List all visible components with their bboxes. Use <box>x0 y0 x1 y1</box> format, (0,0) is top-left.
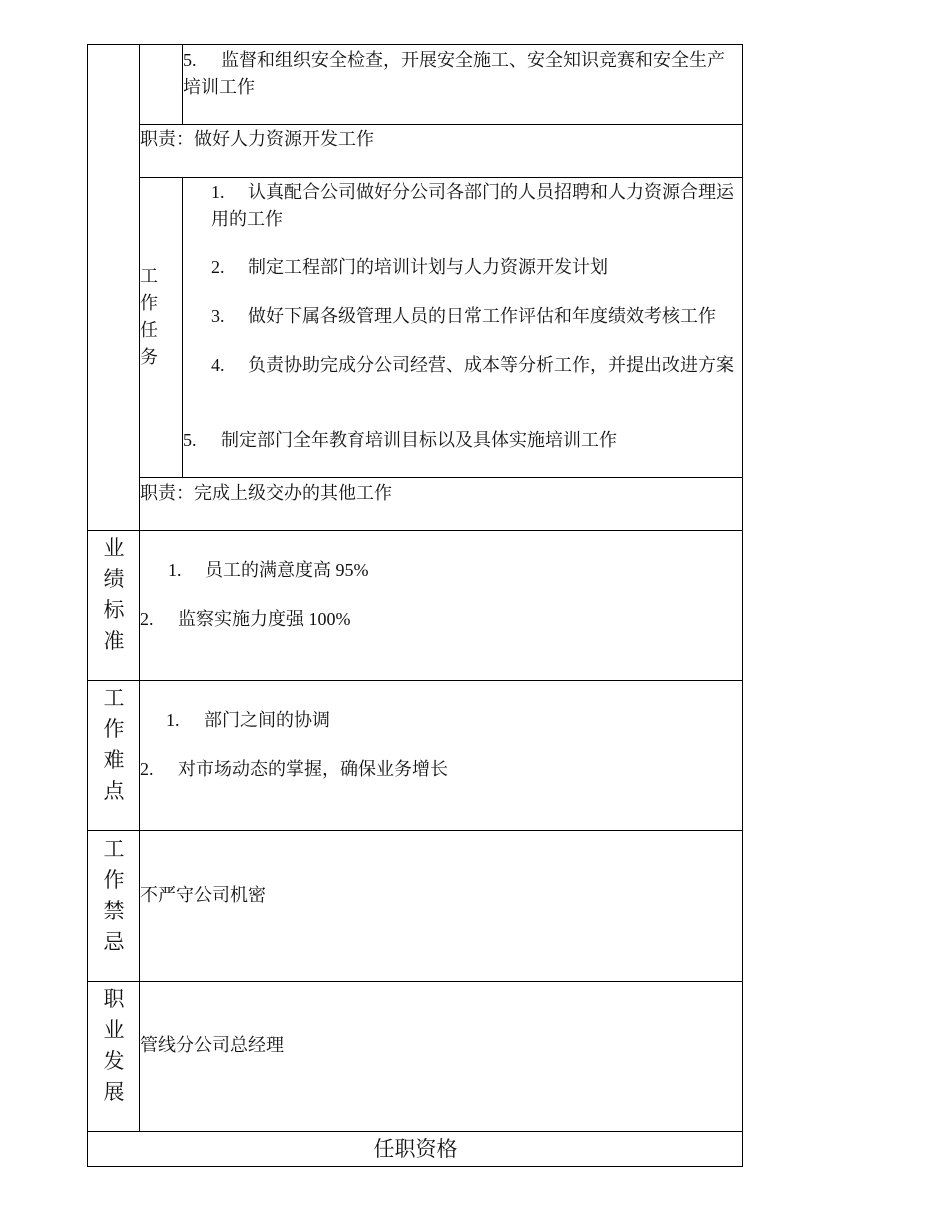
item-number: 5. <box>183 50 197 70</box>
item-text: 监督和组织安全检查，开展安全施工、安全知识竞赛和安全生产培训工作 <box>183 50 725 97</box>
list-item-number: 2. <box>140 609 154 629</box>
taboo-label: 工 作 禁 忌 <box>103 837 125 954</box>
taboo-text: 不严守公司机密 <box>140 885 266 905</box>
duty-other: 职责：完成上级交办的其他工作 <box>140 483 392 503</box>
qualification-header: 任职资格 <box>373 1137 458 1161</box>
list-item-number: 1. <box>166 710 180 730</box>
difficulty-label: 工 作 难 点 <box>103 686 125 803</box>
list-item-number: 1. <box>168 560 182 580</box>
list-item: 部门之间的协调 <box>204 710 330 730</box>
career-text: 管线分公司总经理 <box>140 1035 284 1055</box>
list-item-number: 2. <box>140 759 154 779</box>
list-item: 监察实施力度强 100% <box>178 609 351 629</box>
duty-hr: 职责：做好人力资源开发工作 <box>140 129 374 149</box>
performance-label: 业 绩 标 准 <box>103 536 125 653</box>
career-label: 职 业 发 展 <box>103 987 125 1104</box>
list-item: 员工的满意度高 95% <box>205 560 369 580</box>
task-label: 工 作 任 务 <box>140 266 158 367</box>
list-item: 对市场动态的掌握，确保业务增长 <box>178 759 448 779</box>
